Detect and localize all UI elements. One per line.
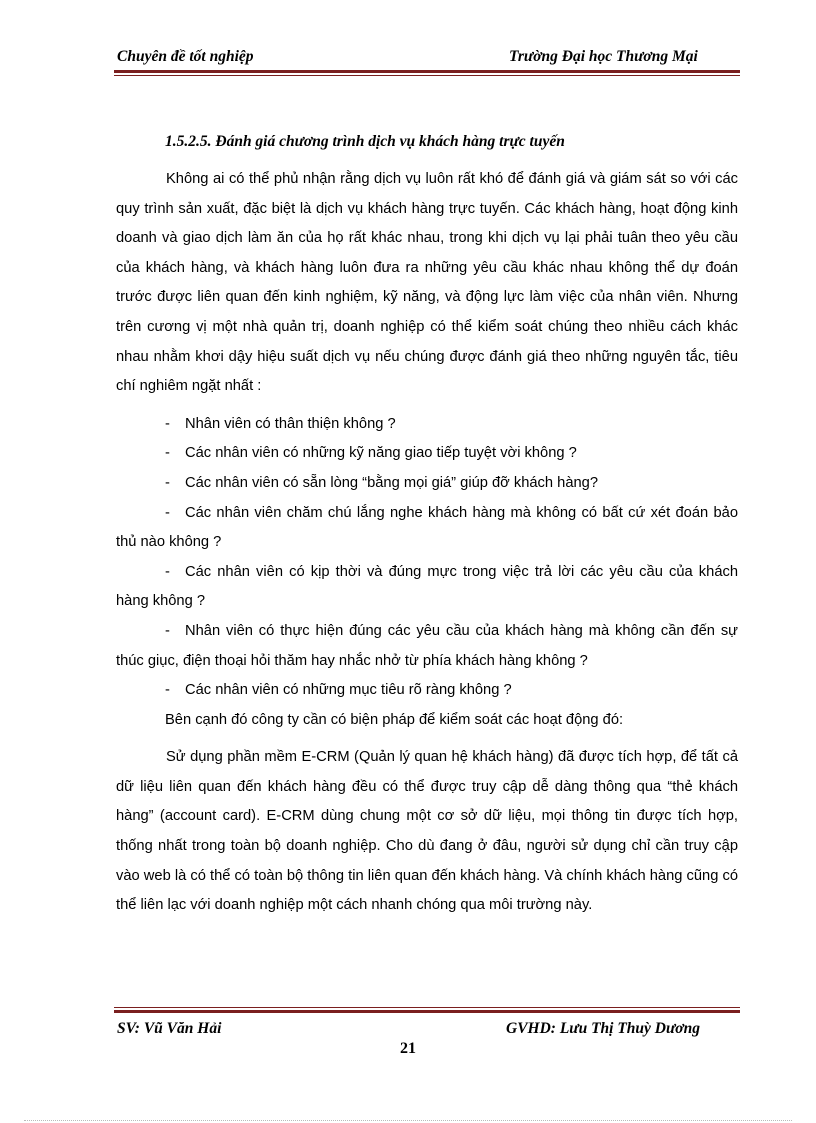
list-item: - Các nhân viên có những kỹ năng giao tiếp tuyệt vời không ?	[165, 445, 577, 462]
paragraph-ecrm: Sử dụng phần mềm E-CRM (Quản lý quan hệ khách hàng) đã được tích hợp, để tất cả dữ liệu liên quan đến khách hàng đều có thể được truy cập dễ dàng thông qua “thẻ khách hàng” (account card). E-CRM dùng chung một cơ sở dữ liệu, mọi thông tin được tích hợp, thống nhất trong toàn bộ doanh nghiệp. Cho dù đang ở đâu, người sử dụng chỉ cần truy cập vào web là có thể có toàn bộ thông tin liên quan đến khách hàng. Và chính khách hàng cũng có thể liên lạc với doanh nghiệp một cách nhanh chóng qua môi trường này.	[116, 749, 738, 914]
page-content	[116, 118, 738, 921]
header-rule	[114, 70, 740, 76]
footer-student: SV: Vũ Văn Hải	[117, 1020, 222, 1037]
list-item: - Nhân viên có thân thiện không ?	[165, 415, 396, 432]
header-right-title: Trường Đại học Thương Mại	[509, 48, 698, 65]
footer-rule	[114, 1007, 740, 1013]
criteria-list	[116, 410, 738, 706]
header-left-title: Chuyên đề tốt nghiệp	[117, 48, 254, 65]
list-item: - Nhân viên có thực hiện đúng các yêu cầu của khách hàng mà không cần đến sự thúc giục, điện thoại hỏi thăm hay nhắc nhở từ phía khách hàng không ?	[116, 622, 738, 669]
list-item: - Các nhân viên có kịp thời và đúng mực trong việc trả lời các yêu cầu của khách hàng không ?	[116, 563, 738, 610]
paragraph-measures: Bên cạnh đó công ty cần có biện pháp để kiểm soát các hoạt động đó:	[165, 711, 624, 728]
page-bottom-divider	[24, 1120, 792, 1121]
list-item: - Các nhân viên chăm chú lắng nghe khách hàng mà không có bất cứ xét đoán bảo thủ nào không ?	[116, 504, 738, 551]
section-title: 1.5.2.5. Đánh giá chương trình dịch vụ khách hàng trực tuyến	[165, 133, 565, 150]
list-item: - Các nhân viên có sẵn lòng “bằng mọi giá” giúp đỡ khách hàng?	[165, 474, 598, 491]
list-item: - Các nhân viên có những mục tiêu rõ ràng không ?	[165, 682, 512, 699]
footer-advisor: GVHD: Lưu Thị Thuỳ Dương	[506, 1020, 700, 1037]
page-number: 21	[400, 1040, 416, 1057]
paragraph-intro: Không ai có thể phủ nhận rằng dịch vụ luôn rất khó để đánh giá và giám sát so với các quy trình sản xuất, đặc biệt là dịch vụ khách hàng trực tuyến. Các khách hàng, hoạt động kinh doanh và giao dịch làm ăn của họ rất khác nhau, trong khi dịch vụ lại phải tuân theo yêu cầu của khách hàng, và khách hàng luôn đưa ra những yêu cầu khác nhau không thể dự đoán trước được liên quan đến kinh nghiệm, kỹ năng, và động lực làm việc của nhân viên. Nhưng trên cương vị một nhà quản trị, doanh nghiệp có thể kiểm soát chúng theo nhiều cách khác nhau nhằm khơi dậy hiệu suất dịch vụ nếu chúng được đánh giá theo những nguyên tắc, tiêu chí nghiêm ngặt nhất :	[116, 171, 738, 395]
